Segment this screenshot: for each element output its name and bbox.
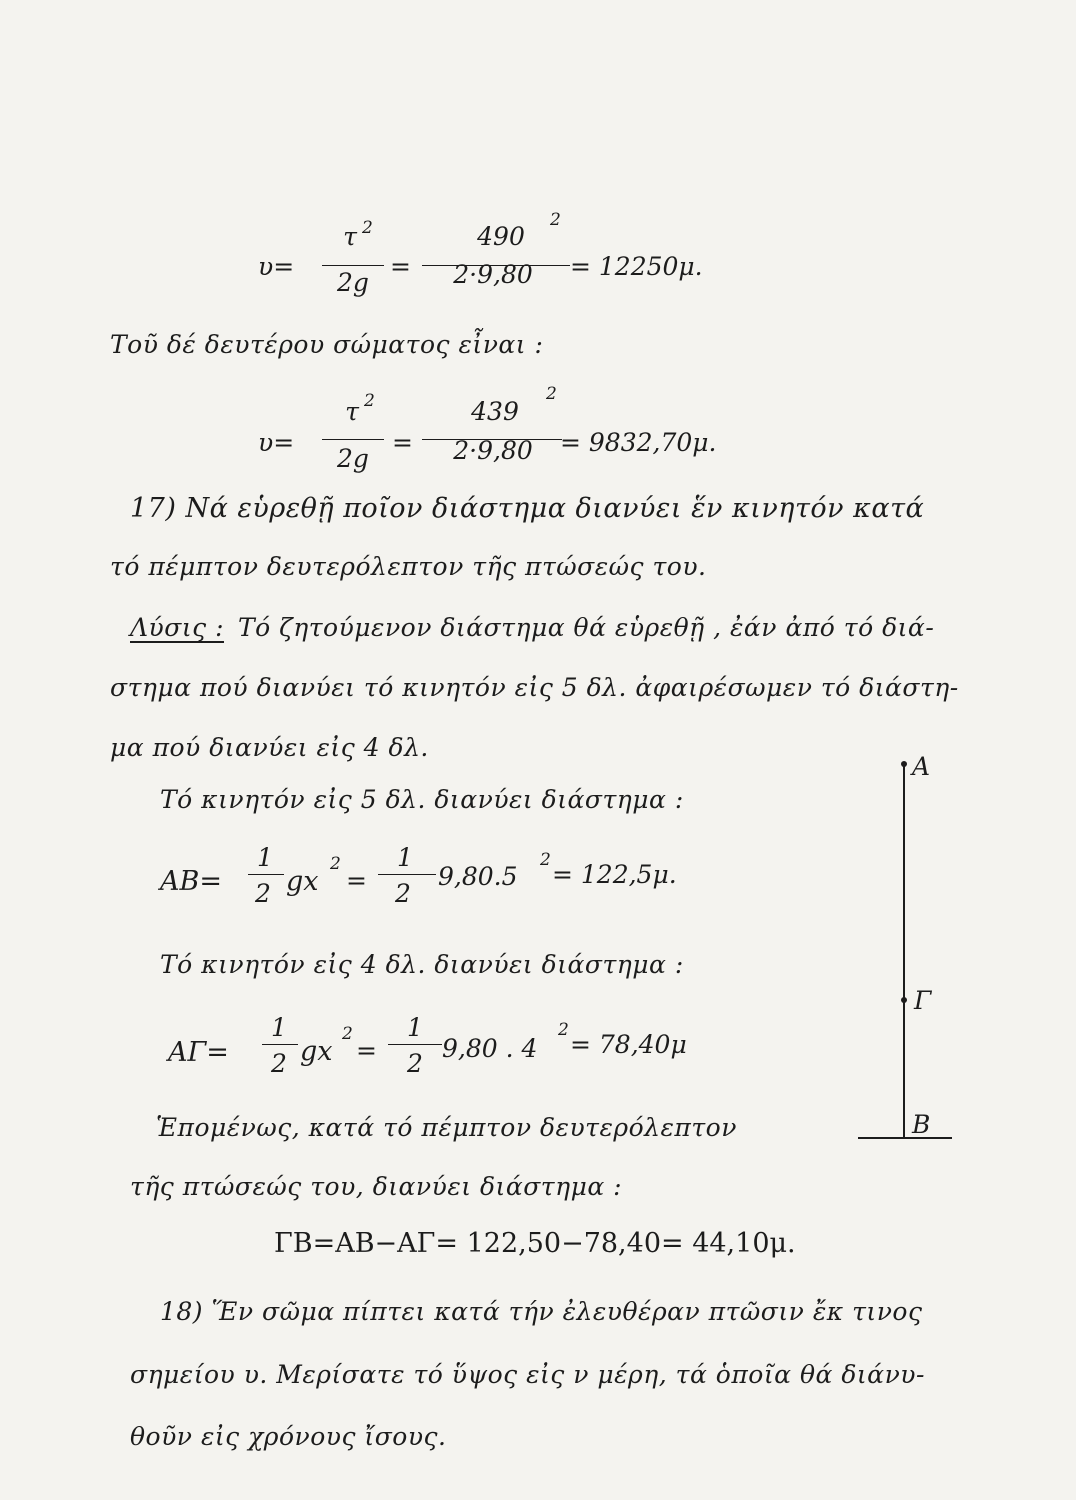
eqAB-fraction-bar-2 [378, 874, 436, 875]
eqAG-tail: 9,80 . 4 [442, 1034, 538, 1063]
eq2-exp-439: 2 [546, 384, 557, 404]
eqAB-result: = 122,5μ. [552, 860, 677, 889]
eq1-exp-tau: 2 [362, 218, 373, 238]
problem-17-line-1: 17) Νά εὑρεθῇ ποῖον διάστημα διανύει ἕν κινητόν κατά [130, 493, 925, 524]
eq2-lhs: υ= [258, 428, 295, 457]
eqAG-fraction-bar-1 [262, 1044, 298, 1045]
eq2-denominator-2: 2·9,80 [453, 436, 533, 465]
eqAG-result: = 78,40μ [570, 1030, 687, 1059]
eqAB-gx: gx [286, 866, 319, 897]
eqAB-equals: = [346, 866, 367, 895]
eq1-fraction-bar-1 [322, 265, 384, 266]
point-A-dot [901, 761, 907, 767]
eq1-result: = 12250μ. [570, 252, 703, 281]
eqAG-exp-4: 2 [558, 1020, 569, 1040]
eqAB-tail: 9,80.5 [438, 862, 518, 891]
label-point-B: Β [912, 1110, 931, 1139]
eq2-numerator-439: 439 [471, 397, 519, 426]
eq1-exp-490: 2 [550, 210, 561, 230]
text-five-seconds: Τό κινητόν εἰς 5 δλ. διανύει διάστημα : [160, 785, 684, 814]
eq1-denominator-2: 2·9,80 [453, 260, 533, 289]
text-consequently-line-1: Ἑπομένως, κατά τό πέμπτον δευτερόλεπτον [156, 1113, 737, 1142]
problem-18-line-1: 18) Ἕν σῶμα πίπτει κατά τήν ἐλευθέραν πτῶσιν ἔκ τινος [160, 1297, 923, 1326]
eqAG-numerator-1: 1 [271, 1013, 287, 1042]
eqAB-numerator-2: 1 [397, 843, 413, 872]
eq1-denominator-1: 2g [337, 268, 369, 297]
problem-18-line-2: σημείου υ. Μερίσατε τό ὕψος εἰς ν μέρη, τά ὁποῖα θά διάνυ- [130, 1360, 925, 1389]
label-point-G: Γ [914, 986, 932, 1015]
point-G-dot [901, 997, 907, 1003]
solution-line-2: στημα πού διανύει τό κινητόν εἰς 5 δλ. ἀφαιρέσωμεν τό διάστη- [110, 673, 959, 702]
equation-GB: ΓΒ=ΑΒ−ΑΓ= 122,50−78,40= 44,10μ. [274, 1228, 796, 1259]
problem-17-line-2: τό πέμπτον δευτερόλεπτον τῆς πτώσεώς του. [110, 552, 707, 581]
eqAB-denominator-2: 2 [395, 879, 411, 908]
eqAB-lhs: AB= [160, 866, 222, 897]
problem-18-line-3: θοῦν εἰς χρόνους ἴσους. [130, 1422, 447, 1451]
eq2-numerator-tau: τ [345, 397, 359, 426]
eqAG-denominator-2: 2 [407, 1049, 423, 1078]
eq2-exp-tau: 2 [364, 391, 375, 411]
solution-label: Λύσις : [130, 613, 224, 642]
eq1-equals: = [390, 252, 411, 281]
eq1-lhs: υ= [258, 252, 295, 281]
eq1-numerator-490: 490 [477, 222, 525, 251]
eq2-denominator-1: 2g [337, 444, 369, 473]
text-consequently-line-2: τῆς πτώσεώς του, διανύει διάστημα : [130, 1172, 623, 1201]
text-four-seconds: Τό κινητόν εἰς 4 δλ. διανύει διάστημα : [160, 950, 684, 979]
eqAG-denominator-1: 2 [271, 1049, 287, 1078]
eqAB-numerator-1: 1 [257, 843, 273, 872]
eqAB-denominator-1: 2 [255, 879, 271, 908]
solution-line-3: μα πού διανύει εἰς 4 δλ. [110, 733, 429, 762]
text-second-body: Τοῦ δέ δευτέρου σώματος εἶναι : [110, 330, 544, 359]
eq2-fraction-bar-1 [322, 439, 384, 440]
eqAB-exp-x: 2 [330, 854, 341, 874]
eqAB-fraction-bar-1 [248, 874, 284, 875]
eqAG-lhs: ΑΓ= [168, 1037, 229, 1068]
eqAG-fraction-bar-2 [388, 1044, 442, 1045]
eqAG-numerator-2: 1 [407, 1013, 423, 1042]
eq1-numerator-tau: τ [343, 222, 357, 251]
solution-line-1: Τό ζητούμενον διάστημα θά εὑρεθῇ , ἐάν ἀπό τό διά- [238, 613, 935, 642]
eqAG-equals: = [356, 1036, 377, 1065]
eq2-equals: = [392, 428, 413, 457]
eq2-result: = 9832,70μ. [560, 428, 717, 457]
eqAG-gx: gx [300, 1036, 333, 1067]
eqAG-exp-x: 2 [342, 1024, 353, 1044]
eqAB-exp-5: 2 [540, 850, 551, 870]
label-point-A: Α [912, 752, 931, 781]
